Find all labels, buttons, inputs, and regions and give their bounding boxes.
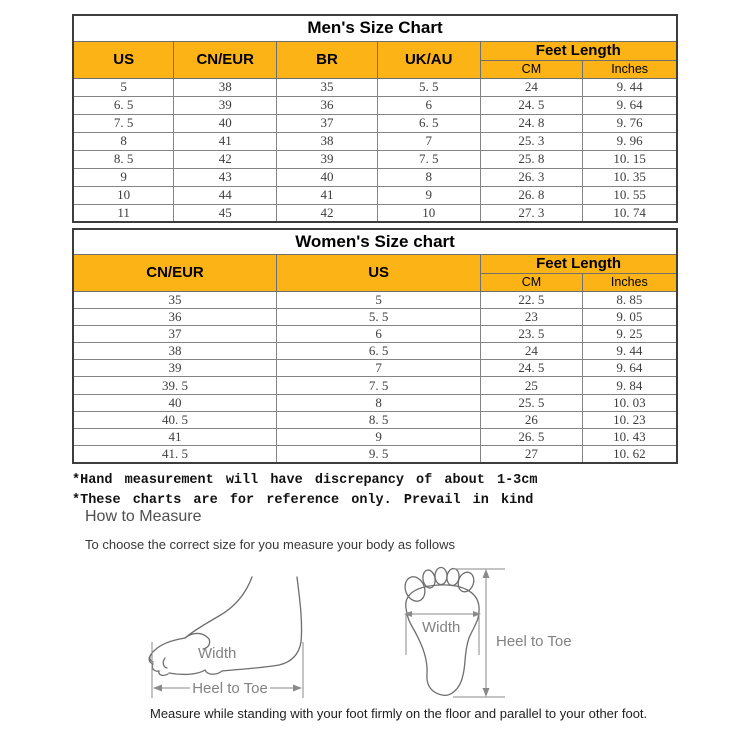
table-row — [73, 325, 677, 342]
mens-table-body — [73, 78, 677, 222]
table-cell: 10 — [73, 186, 174, 204]
table-cell: 40. 5 — [73, 411, 277, 428]
table-cell: 39 — [73, 360, 277, 377]
column-header-us: US — [277, 254, 481, 291]
table-cell: 10. 74 — [583, 204, 677, 222]
table-row — [73, 411, 677, 428]
table-cell: 10. 23 — [582, 411, 677, 428]
table-cell: 41 — [277, 186, 378, 204]
foot-instep-line — [185, 577, 252, 638]
table-cell: 9 — [377, 186, 480, 204]
disclaimer-notes — [72, 471, 537, 510]
table-cell: 5 — [73, 78, 174, 96]
table-cell: 38 — [277, 132, 378, 150]
table-row — [73, 446, 677, 464]
subcolumn-header-inches: Inches — [583, 60, 677, 78]
table-row — [73, 96, 677, 114]
table-cell: 9. 5 — [277, 446, 481, 464]
foot-big-toe — [150, 638, 185, 662]
table-cell: 35 — [73, 291, 277, 308]
table-row — [73, 377, 677, 394]
table-cell: 7. 5 — [73, 114, 174, 132]
table-cell: 24. 5 — [481, 360, 582, 377]
width-label: Width — [422, 619, 461, 636]
womens-table-body — [73, 291, 677, 463]
table-cell: 41. 5 — [73, 446, 277, 464]
foot-heel-line — [297, 577, 302, 642]
column-header-feet-length: Feet Length — [481, 254, 677, 273]
table-row — [73, 308, 677, 325]
table-cell: 24. 8 — [480, 114, 583, 132]
table-cell: 6 — [377, 96, 480, 114]
table-cell: 43 — [174, 168, 277, 186]
table-cell: 5. 5 — [377, 78, 480, 96]
toe-shape — [435, 568, 447, 585]
mens-size-table — [72, 14, 678, 223]
table-cell: 23 — [481, 308, 582, 325]
table-cell: 22. 5 — [481, 291, 582, 308]
table-cell: 39 — [174, 96, 277, 114]
table-cell: 25. 3 — [480, 132, 583, 150]
table-cell: 40 — [73, 394, 277, 411]
table-row — [73, 78, 677, 96]
table-cell: 5. 5 — [277, 308, 481, 325]
table-cell: 23. 5 — [481, 325, 582, 342]
table-cell: 11 — [73, 204, 174, 222]
arrowhead-icon — [293, 685, 302, 692]
table-cell: 8. 5 — [73, 150, 174, 168]
subcolumn-header-cm: CM — [481, 273, 582, 291]
table-cell: 38 — [73, 343, 277, 360]
table-cell: 9. 84 — [582, 377, 677, 394]
mens-table-title: Men's Size Chart — [73, 15, 677, 41]
measure-instruction-caption: Measure while standing with your foot firmly on the floor and parallel to your other foot. — [150, 706, 648, 721]
table-cell: 7. 5 — [377, 150, 480, 168]
table-cell: 27. 3 — [480, 204, 583, 222]
table-cell: 7 — [277, 360, 481, 377]
table-cell: 9 — [73, 168, 174, 186]
arrowhead-icon — [473, 611, 481, 617]
table-cell: 36 — [277, 96, 378, 114]
table-cell: 9 — [277, 429, 481, 446]
table-cell: 25 — [481, 377, 582, 394]
womens-size-table — [72, 228, 678, 464]
table-cell: 6 — [277, 325, 481, 342]
table-cell: 25. 5 — [481, 394, 582, 411]
table-cell: 27 — [481, 446, 582, 464]
how-to-measure-heading: How to Measure — [85, 508, 202, 525]
table-cell: 9. 25 — [582, 325, 677, 342]
table-cell: 6. 5 — [73, 96, 174, 114]
table-cell: 10. 35 — [583, 168, 677, 186]
table-cell: 9. 05 — [582, 308, 677, 325]
table-cell: 39 — [277, 150, 378, 168]
table-cell: 10 — [377, 204, 480, 222]
table-row — [73, 150, 677, 168]
table-cell: 35 — [277, 78, 378, 96]
table-cell: 42 — [174, 150, 277, 168]
table-cell: 9. 44 — [582, 343, 677, 360]
table-cell: 40 — [174, 114, 277, 132]
arrowhead-icon — [483, 569, 490, 578]
foot-side-view-diagram — [145, 570, 313, 704]
foot-toe-line — [159, 671, 168, 675]
table-cell: 10. 03 — [582, 394, 677, 411]
table-cell: 38 — [174, 78, 277, 96]
table-row — [73, 186, 677, 204]
table-cell: 26. 3 — [480, 168, 583, 186]
table-cell: 24. 5 — [480, 96, 583, 114]
table-cell: 37 — [277, 114, 378, 132]
column-header-cn-eur: CN/EUR — [73, 254, 277, 291]
table-cell: 36 — [73, 308, 277, 325]
table-cell: 8. 85 — [582, 291, 677, 308]
table-cell: 8. 5 — [277, 411, 481, 428]
heel-to-toe-label: Heel to Toe — [496, 633, 572, 650]
table-cell: 26 — [481, 411, 582, 428]
table-cell: 7. 5 — [277, 377, 481, 394]
table-cell: 24 — [480, 78, 583, 96]
table-cell: 41 — [73, 429, 277, 446]
table-cell: 6. 5 — [377, 114, 480, 132]
arrowhead-icon — [153, 685, 162, 692]
column-header-uk-au: UK/AU — [377, 41, 480, 78]
table-cell: 26. 8 — [480, 186, 583, 204]
table-cell: 42 — [277, 204, 378, 222]
column-header-us: US — [73, 41, 174, 78]
table-cell: 39. 5 — [73, 377, 277, 394]
table-row — [73, 429, 677, 446]
table-cell: 8 — [377, 168, 480, 186]
womens-table-title: Women's Size chart — [73, 229, 677, 254]
table-cell: 40 — [277, 168, 378, 186]
table-cell: 8 — [73, 132, 174, 150]
table-row — [73, 168, 677, 186]
subcolumn-header-inches: Inches — [582, 273, 677, 291]
column-header-feet-length: Feet Length — [480, 41, 677, 60]
table-row — [73, 132, 677, 150]
table-cell: 44 — [174, 186, 277, 204]
note-line: *These charts are for reference only. Prevail in kind — [72, 492, 534, 508]
arrowhead-icon — [483, 688, 490, 697]
table-cell: 9. 64 — [582, 360, 677, 377]
foot-top-view-diagram — [398, 560, 638, 706]
table-cell: 10. 55 — [583, 186, 677, 204]
table-row — [73, 114, 677, 132]
table-cell: 5 — [277, 291, 481, 308]
table-cell: 9. 96 — [583, 132, 677, 150]
table-cell: 25. 8 — [480, 150, 583, 168]
table-cell: 7 — [377, 132, 480, 150]
note-line: *Hand measurement will have discrepancy of about 1-3cm — [72, 473, 538, 488]
foot-toe-line — [152, 664, 159, 671]
table-cell: 45 — [174, 204, 277, 222]
width-label: Width — [198, 645, 237, 662]
table-cell: 26. 5 — [481, 429, 582, 446]
table-cell: 10. 43 — [582, 429, 677, 446]
table-row — [73, 360, 677, 377]
table-cell: 9. 76 — [583, 114, 677, 132]
toe-shape — [402, 574, 428, 604]
table-cell: 9. 64 — [583, 96, 677, 114]
table-cell: 24 — [481, 343, 582, 360]
table-cell: 41 — [174, 132, 277, 150]
table-cell: 8 — [277, 394, 481, 411]
foot-toe-line — [163, 658, 167, 668]
subcolumn-header-cm: CM — [480, 60, 583, 78]
table-row — [73, 394, 677, 411]
how-to-measure-subtitle: To choose the correct size for you measure your body as follows — [85, 537, 455, 552]
table-cell: 37 — [73, 325, 277, 342]
table-cell: 9. 44 — [583, 78, 677, 96]
table-cell: 6. 5 — [277, 343, 481, 360]
heel-to-toe-label: Heel to Toe — [192, 680, 268, 697]
column-header-cn-eur: CN/EUR — [174, 41, 277, 78]
table-cell: 10. 15 — [583, 150, 677, 168]
table-row — [73, 291, 677, 308]
column-header-br: BR — [277, 41, 378, 78]
table-cell: 10. 62 — [582, 446, 677, 464]
table-row — [73, 343, 677, 360]
table-row — [73, 204, 677, 222]
